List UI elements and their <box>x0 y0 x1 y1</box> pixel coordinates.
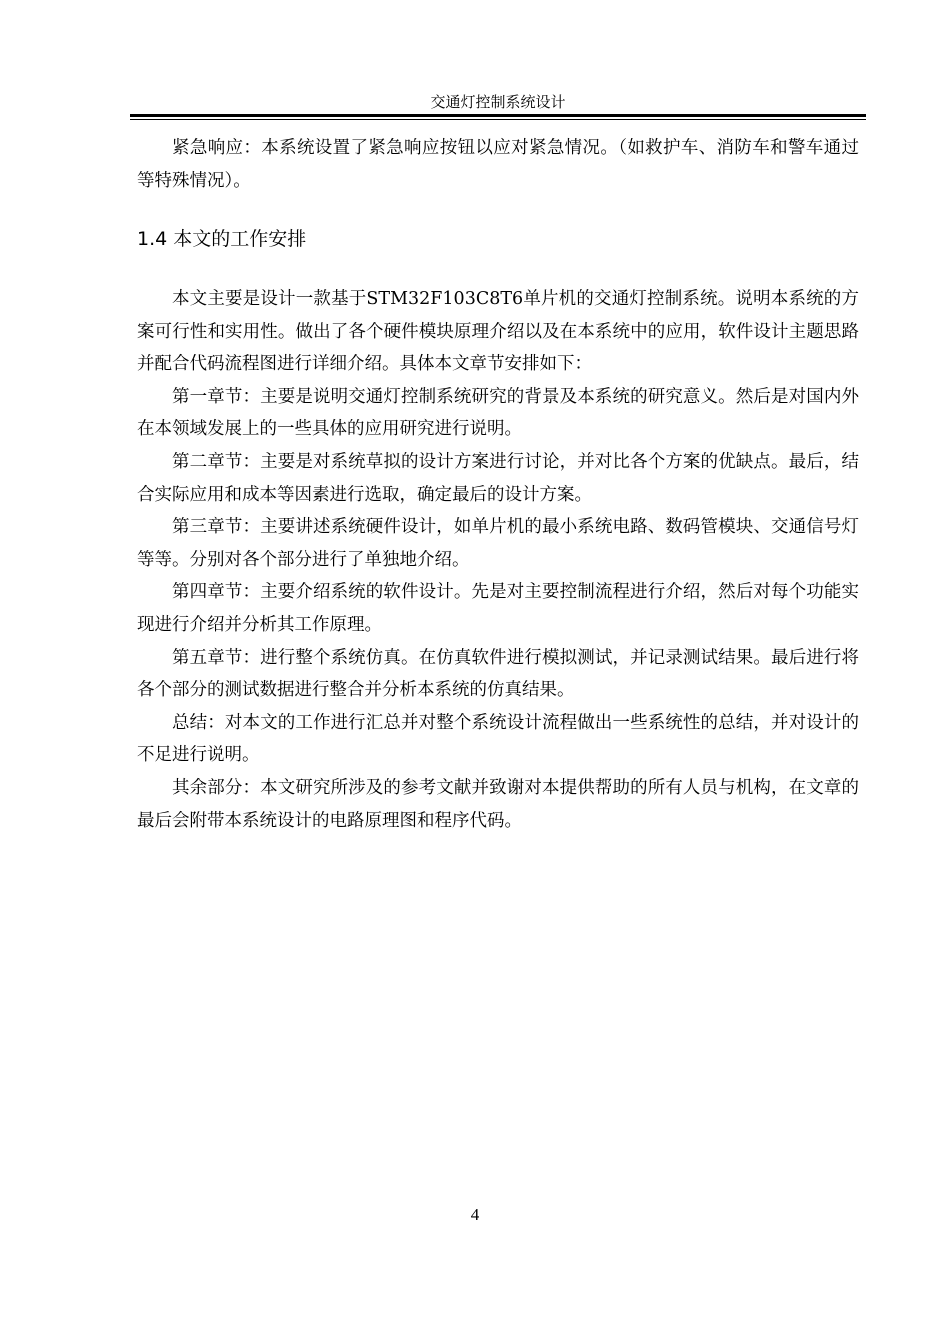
section-heading: 1.4 本文的工作安排 <box>137 228 307 250</box>
paragraph-chapter-4: 第四章节：主要介绍系统的软件设计。先是对主要控制流程进行介绍，然后对每个功能实现进行介绍并分析其工作原理。 <box>137 582 859 635</box>
paragraph-chapter-2: 第二章节：主要是对系统草拟的设计方案进行讨论，并对比各个方案的优缺点。最后，结合实际应用和成本等因素进行选取，确定最后的设计方案。 <box>137 451 859 505</box>
paragraph-remaining: 其余部分：本文研究所涉及的参考文献并致谢对本提供帮助的所有人员与机构，在文章的最后会附带本系统设计的电路原理图和程序代码。 <box>137 777 859 831</box>
paragraph-chapter-5: 第五章节：进行整个系统仿真。在仿真软件进行模拟测试，并记录测试结果。最后进行将各个部分的测试数据进行整合并分析本系统的仿真结果。 <box>137 647 859 701</box>
section-body <box>137 283 859 837</box>
running-header: 交通灯控制系统设计 <box>430 93 566 111</box>
paragraph-chapter-1: 第一章节：主要是说明交通灯控制系统研究的背景及本系统的研究意义。然后是对国内外在本领域发展上的一些具体的应用研究进行说明。 <box>137 386 859 440</box>
page-number: 4 <box>470 1205 480 1224</box>
paragraph-summary: 总结：对本文的工作进行汇总并对整个系统设计流程做出一些系统性的总结，并对设计的不足进行说明。 <box>137 712 859 766</box>
paragraph-chapter-3: 第三章节：主要讲述系统硬件设计，如单片机的最小系统电路、数码管模块、交通信号灯等等。分别对各个部分进行了单独地介绍。 <box>137 517 859 570</box>
header-rule-thin <box>130 119 866 120</box>
paragraph-overview: 本文主要是设计一款基于STM32F103C8T6单片机的交通灯控制系统。说明本系统的方案可行性和实用性。做出了各个硬件模块原理介绍以及在本系统中的应用，软件设计主题思路并配合代码流程图进行详细介绍。具体本文章节安排如下： <box>137 289 859 375</box>
header-rule-thick <box>130 114 866 117</box>
intro-text-block <box>137 132 859 197</box>
paragraph-emergency-response: 紧急响应：本系统设置了紧急响应按钮以应对紧急情况。（如救护车、消防车和警车通过等特殊情况）。 <box>137 138 859 191</box>
